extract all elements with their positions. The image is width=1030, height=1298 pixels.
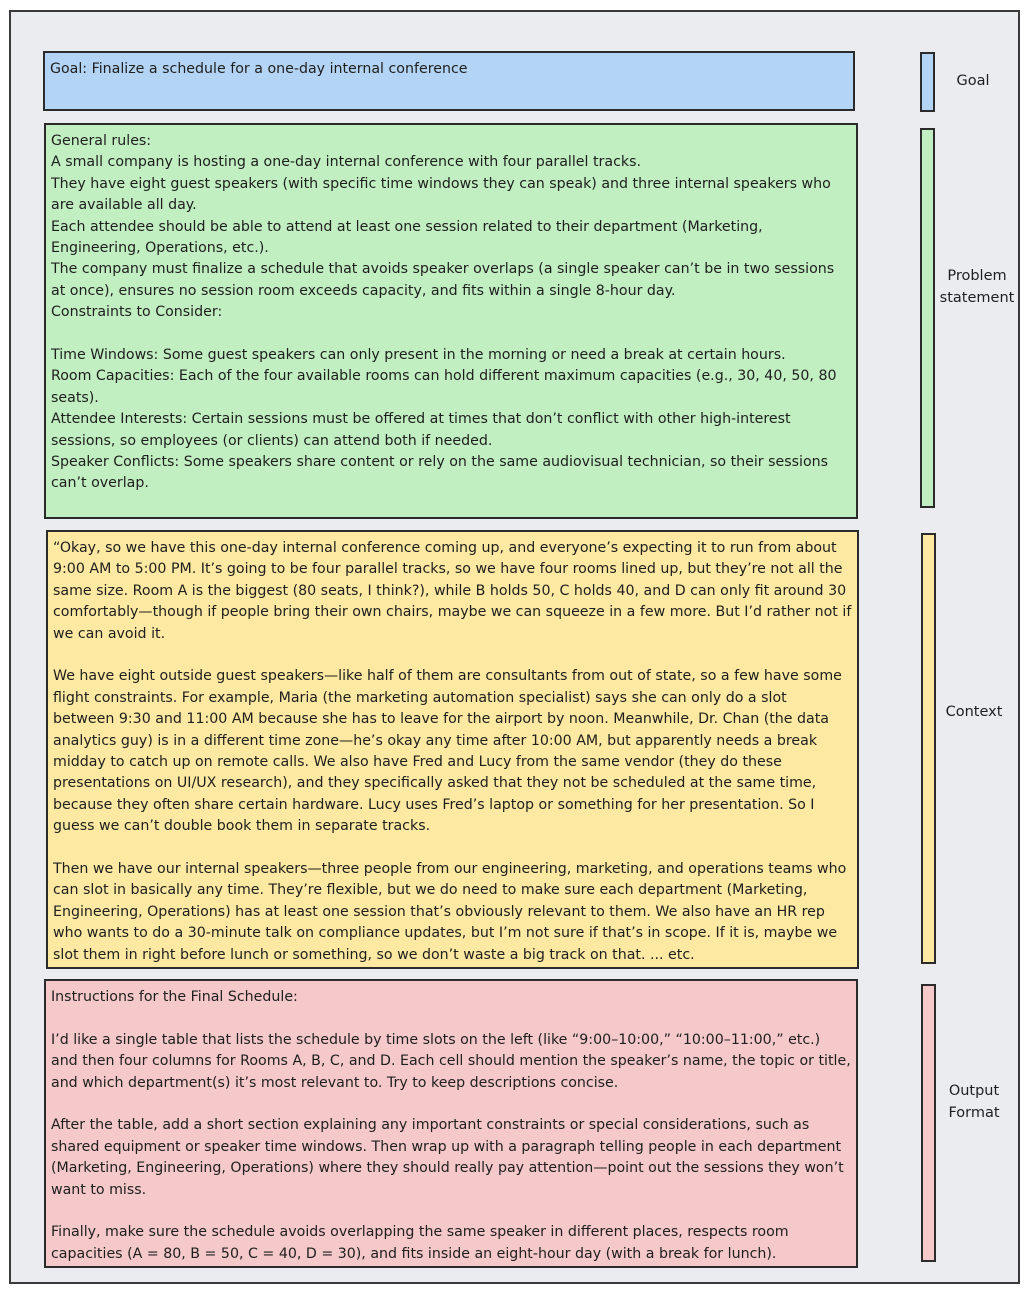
output-paragraph: I’d like a single table that lists the schedule by time slots on the left (like “9:00–10:00,” “10:00–11:00,” etc.) and then four columns for Rooms A, B, C, and D. Each cell should mention the speaker’s name, the topic or title, and which department(s) it’s most relevant to. Try to keep descriptions concise. bbox=[51, 1031, 856, 1091]
output-paragraph: After the table, add a short section explaining any important constraints or special considerations, such as shared equipment or speaker time windows. Then wrap up with a paragraph telling people in each department (Marketing, Engineering, Operations) where they should really pay attention—point out the sessions they won’t want to miss. bbox=[51, 1117, 849, 1198]
paragraph-spacer bbox=[51, 1008, 851, 1029]
paragraph-spacer bbox=[53, 645, 852, 666]
context-label: Context bbox=[945, 704, 1003, 720]
output-format-box bbox=[44, 979, 858, 1268]
output-paragraph: Finally, make sure the schedule avoids overlapping the same speaker in different places, respects room capacities (A = 80, B = 50, C = 40, D = 30), and fits inside an eight-hour day (with a break for lunch). bbox=[51, 1224, 794, 1262]
output-label-line1: Output bbox=[948, 1083, 1000, 1099]
output-paragraph: Instructions for the Final Schedule: bbox=[51, 989, 298, 1005]
problem-label-line2: statement bbox=[939, 289, 1015, 306]
problem-line: Constraints to Consider: bbox=[51, 304, 223, 321]
context-paragraph: We have eight outside guest speakers—like half of them are consultants from out of state, so a few have some flight constraints. For example, Maria (the marketing automation specialist) says she can only do a slot between 9:30 and 11:00 AM because she has to leave for the airport by noon. Meanwhile, Dr. Chan (the data analytics guy) is in a different time zone—he’s okay any time after 10:00 AM, but apparently needs a break midday to catch up on remote calls. We also have Fred and Lucy from the same vendor (they do these presentations on UI/UX research), and they specifically asked that they not be scheduled at the same time, because they often share certain hardware. Lucy uses Fred’s laptop or something for her presentation. So I guess we can’t double book them in separate tracks. bbox=[53, 668, 847, 835]
context-paragraph: Then we have our internal speakers—three people from our engineering, marketing, and operations teams who can slot in basically any time. They’re flexible, but we do need to make sure each department (Marketing, Engineering, Operations) has at least one session that’s obviously relevant to them. We also have an HR rep who wants to do a 30-minute talk on compliance updates, but I’m not sure if that’s in scope. If it is, maybe we slot them in right before lunch or something, so we don’t waste a big track on that. ... etc. bbox=[53, 861, 851, 963]
problem-label-line1: Problem bbox=[947, 268, 1007, 284]
context-legend-bar bbox=[921, 533, 936, 964]
problem-line: Attendee Interests: Certain sessions must be offered at times that don’t conflict with other high-interest sessions, so employees (or clients) can attend both if needed. bbox=[51, 411, 796, 449]
paragraph-spacer bbox=[51, 1201, 851, 1222]
problem-label bbox=[934, 266, 1020, 309]
paragraph-spacer bbox=[51, 1094, 851, 1115]
goal-label: Goal bbox=[956, 73, 990, 89]
problem-line: Each attendee should be able to attend at least one session related to their department (Marketing, Engineering, Operations, etc.). bbox=[51, 218, 768, 257]
output-label bbox=[931, 1081, 1017, 1124]
problem-line bbox=[51, 324, 851, 345]
problem-line: They have eight guest speakers (with specific time windows they can speak) and three internal speakers who are available all day. bbox=[51, 175, 836, 214]
problem-statement-box bbox=[44, 123, 858, 519]
paragraph-spacer bbox=[53, 838, 852, 859]
problem-line: Time Windows: Some guest speakers can only present in the morning or need a break at certain hours. bbox=[51, 347, 786, 364]
goal-box bbox=[43, 51, 855, 111]
goal-text: Goal: Finalize a schedule for a one-day internal conference bbox=[50, 61, 468, 77]
problem-line: A small company is hosting a one-day internal conference with four parallel tracks. bbox=[51, 154, 641, 171]
context-box bbox=[46, 530, 859, 969]
problem-line: Room Capacities: Each of the four available rooms can hold different maximum capacities (e.g., 30, 40, 50, 80 seats). bbox=[51, 368, 842, 406]
problem-line: Speaker Conflicts: Some speakers share content or rely on the same audiovisual technician, so their sessions can’t overlap. bbox=[51, 454, 833, 492]
context-paragraph: “Okay, so we have this one-day internal conference coming up, and everyone’s expecting it to run from about 9:00 AM to 5:00 PM. It’s going to be four parallel tracks, so we have four rooms lined up, but they’re not all the same size. Room A is the biggest (80 seats, I think?), while B holds 50, C holds 40, and D can only fit around 30 comfortably—though if people bring their own chairs, maybe we can squeeze in a few more. But I’d rather not if we can avoid it. bbox=[53, 540, 856, 642]
problem-line: The company must finalize a schedule that avoids speaker overlaps (a single speaker can’t be in two sessions at once), ensures no session room exceeds capacity, and fits within a single 8-hour day. bbox=[51, 261, 839, 299]
output-label-line2: Format bbox=[948, 1104, 1000, 1121]
problem-line: General rules: bbox=[51, 133, 152, 149]
problem-legend-bar bbox=[920, 128, 935, 508]
